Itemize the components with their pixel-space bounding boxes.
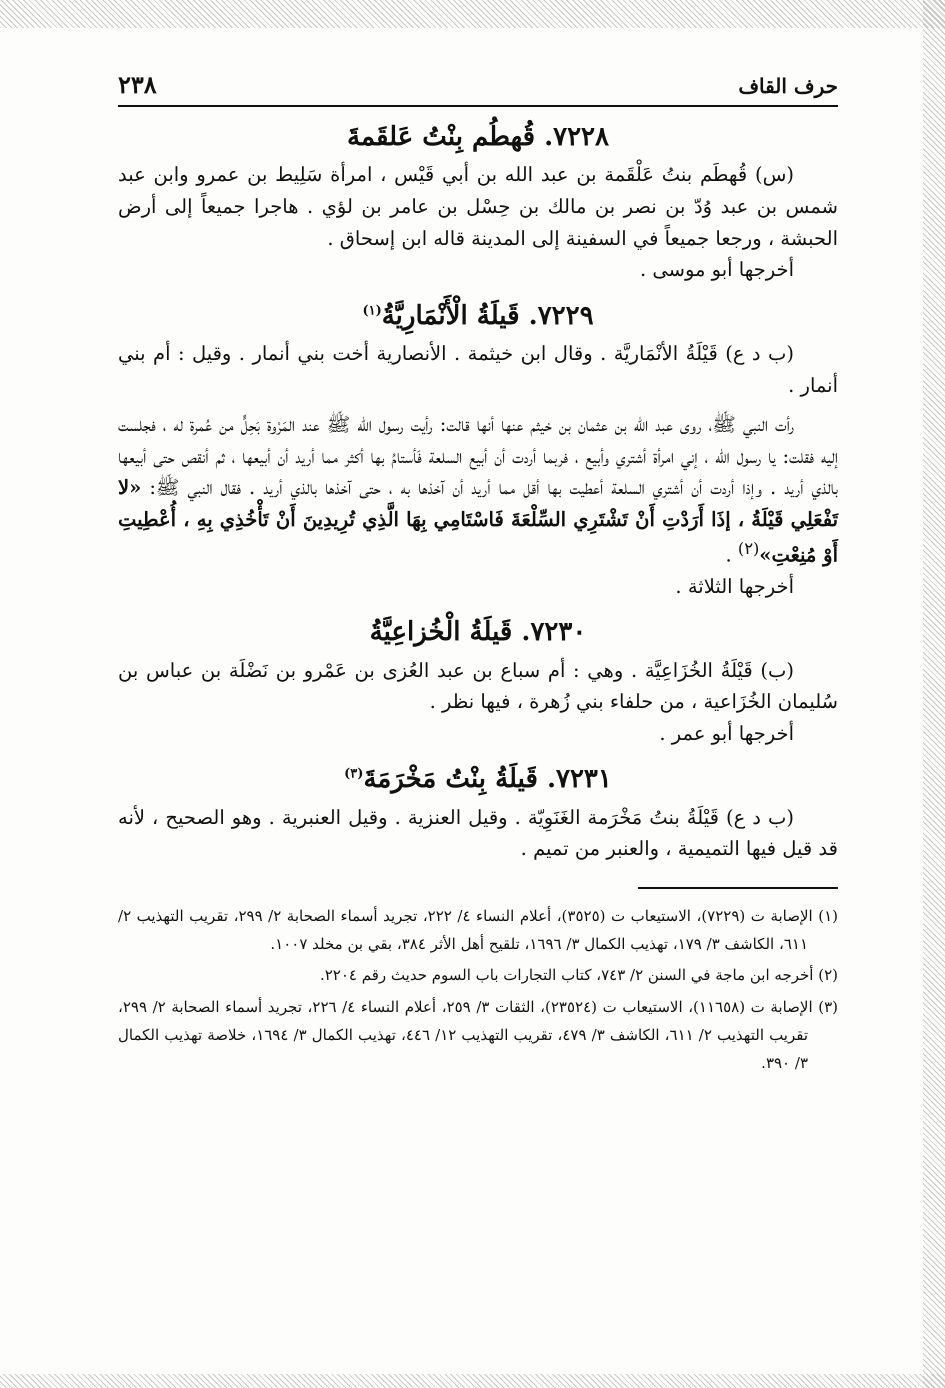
footnote-2: (٢) أخرجه ابن ماجة في السنن ٢/ ٧٤٣، كتاب التجارات باب السوم حديث رقم ٢٢٠٤. (319, 966, 838, 985)
entry-text-7231: (ب د ع) قَيْلَةُ بنتُ مَخْرَمة الغَنَوِيّة . وقيل العنزية . وقيل العنبرية . وهو الصحيح ، لأنه قد قيل فيها التميمية ، والعنبر من تميم . (118, 805, 838, 861)
footnote-ref-3: (٣) (344, 766, 364, 782)
entry-title-7230: ٧٢٣٠. قَيلَةُ الْخُزاعِيَّةُ (369, 617, 587, 648)
entry-title-7228: ٧٢٢٨. قُهطُم بِنْتُ عَلقَمةَ (347, 122, 609, 152)
scan-border-bottom (0, 1374, 945, 1388)
entry-text-7230: (ب) قَيْلَةُ الخُزَاعِيَّة . وهي : أم سباع بن عبد العُزى بن عَمْرو بن نَضْلَة بن عباس بن سُليمان الخُزَاعية ، من حلفاء بني زُهرة ، فيها نظر . (118, 658, 838, 714)
footnote-ref-2: (٢) (737, 538, 760, 558)
entry-text-7228: (س) قُهطَم بنتُ عَلْقَمة بن عبد الله بن أبي قَيْس ، امرأة سَلِيط بن عمرو وابن عبد شمس بن عبد وُدّ بن نصر بن مالك بن حِسْل بن عامر بن لؤي . هاجرا جميعاً إلى أرض الحبشة ، ورجعا جميعاً في السفينة إلى المدينة قاله ابن إسحاق . (118, 163, 838, 250)
entry-source-7229: أخرجها الثلاثة . (675, 574, 794, 598)
scan-border-right (923, 0, 945, 1388)
entry-source-7228: أخرجها أبو موسى . (639, 258, 794, 282)
entry-hadith-7229: رأت النبي ﷺ، روى عبد الله بن عثمان بن خيثم عنها أنها قالت: رأيت رسول الله ﷺ عند المَرْوة بَحِلٍّ من عُمرة له ، فجلست إليه فقلت: يا رسول الله ، إني امرأة أشتري وأبيع ، فربما أردت أن أبيع السلعة فَأستامُ بها أكثر مما أريد أن أبيعها ، ثم أنقص حتى أبيعها بالذي أريد . وإذا أردت أن أشتري السلعة أعطيت بها أقل مما أريد أن آخذها به ، حتى آخذها بالذي أريد . فقال النبي ﷺ: «لا تَفْعَلِي قَيْلَةُ ، إذَا أَرَدْتِ أَنْ تَشْتَرِي السِّلْعَةَ فَاسْتَامِي بِهَا الَّذِي تُرِيدِينَ أَنْ تَأْخُذِي بِهِ ، أُعْطِيتِ أَوْ مُنِعْتِ»$^{(٢)}$ . (118, 413, 838, 567)
footnotes (118, 903, 838, 1078)
page-number: ٢٣٨ (118, 70, 157, 99)
entry-title-7231: ٧٢٣١. قَيلَةُ بِنْتُ مَخْرَمَةَ$^{(٣)}$ (344, 764, 612, 795)
footnote-3: (٣) الإصابة ت (١١٦٥٨)، الاستيعاب ت (٢٣٥٢٤)، الثقات ٣/ ٢٥٩، أعلام النساء ٤/ ٢٢٦، تجريد أسماء الصحابة ٢/ ٢٩٩، تقريب التهذيب ٢/ ٦١١، الكاشف ٣/ ٤٧٩، تقريب التهذيب ١٢/ ٤٤٦، تهذيب الكمال ٣/ ١٦٩٤، خلاصة تهذيب الكمال ٣/ ٣٩٠. (118, 998, 838, 1072)
entry-intro-7229: (ب د ع) قَيْلَةُ الأنْمَاريَّة . وقال ابن خيثمة . الأنصارية أخت بني أنمار . وقيل : أم بني أنمار . (118, 342, 838, 397)
chapter-title: حرف القاف (738, 74, 838, 98)
footnote-1: (١) الإصابة ت (٧٢٢٩)، الاستيعاب ت (٣٥٢٥)، أعلام النساء ٤/ ٢٢٢، تجريد أسماء الصحابة ٢/ ٢٩٩، تقريب التهذيب ٢/ ٦١١، الكاشف ٣/ ١٧٩، تهذيب الكمال ٣/ ١٦٩٦، تلقيح أهل الأثر ٣٨٤، بقي بن مخلد ١٠٠٧. (118, 906, 838, 953)
entry-title-7229: ٧٢٢٩. قَيلَةُ الْأَنْمَارِيَّةُ$^{(١)}$ (362, 300, 594, 331)
footnote-ref-1: (١) (362, 303, 382, 319)
scan-border-top (0, 0, 945, 28)
hadith-quote: «لا تَفْعَلِي قَيْلَةُ ، إذَا أَرَدْتِ أَنْ تَشْتَرِي السِّلْعَةَ فَاسْتَامِي بِهَا الَّذِي تُرِيدِينَ أَنْ تَأْخُذِي بِهِ ، أُعْطِيتِ أَوْ مُنِعْتِ» (118, 476, 838, 567)
footnote-divider (638, 887, 838, 889)
entry-source-7230: أخرجها أبو عمر . (659, 721, 794, 745)
book-page (118, 70, 838, 1081)
page-header (118, 70, 838, 107)
